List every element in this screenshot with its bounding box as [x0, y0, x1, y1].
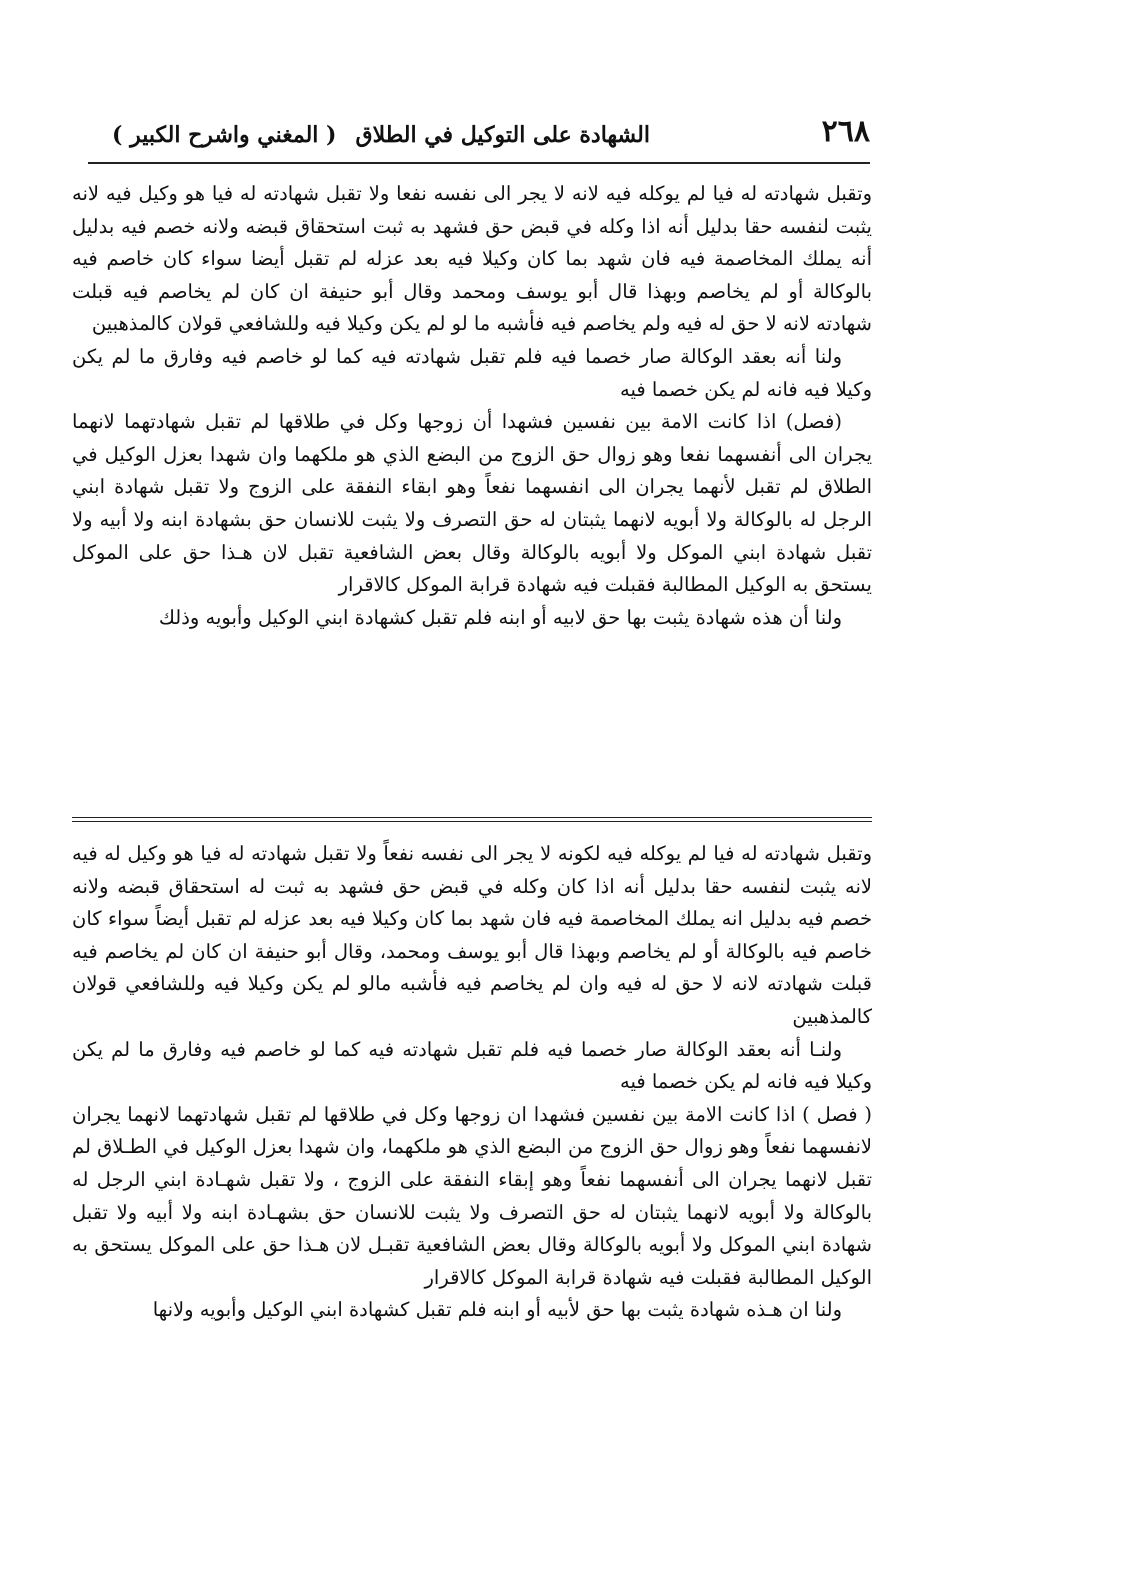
bottom-text-block — [72, 838, 872, 1327]
section-divider — [72, 821, 872, 822]
running-header — [100, 114, 870, 158]
paragraph: ولنا أن هذه شهادة يثبت بها حق لابيه أو ابنه فلم تقبل كشهادة ابني الوكيل وأبويه وذلك — [158, 605, 842, 629]
book-title: ( المغني واشرح الكبير ) — [112, 122, 337, 148]
paragraph: (فصل) اذا كانت الامة بين نفسين فشهدا أن زوجها وكل في طلاقها لم تقبل شهادتهما لانهما يجران الى أنفسهما نفعا وهو زوال حق الزوج من البضع الذي هو ملكهما وان شهدا بعزل الوكيل في الطلاق لم تقبل لأنهما يجران الى انفسهما نفعاً وهو ابقاء النفقة على الزوج ولا تقبل شهادة ابني الرجل له بالوكالة ولا أبويه لانهما يثبتان له حق التصرف ولا يثبت للانسان حق بشهادة ابنه ولا أبيه ولا تقبل شهادة ابني الموكل ولا أبويه بالوكالة وقال بعض الشافعية تقبل لان هـذا حق على الموكل يستحق به الوكيل المطالبة فقبلت فيه شهادة قرابة الموكل كالاقرار — [72, 410, 872, 597]
section-divider — [72, 817, 872, 818]
paragraph: وتقبل شهادته له فيا لم يوكله فيه لانه لا يجر الى نفسه نفعا ولا تقبل شهادته له فيا هو وكيل فيه لانه يثبت لنفسه حقا بدليل أنه اذا وكله في قبض حق فشهد به ثبت استحقاق قبضه ولانه خصم فيه بدليل أنه يملك المخاصمة فيه فان شهد بما كان وكيلا فيه بعد عزله لم تقبل أيضا سواء كان خاصم فيه بالوكالة أو لم يخاصم وبهذا قال أبو يوسف ومحمد وقال أبو حنيفة ان كان لم يخاصم فيه قبلت شهادته لانه لا حق له فيه ولم يخاصم فيه فأشبه ما لو لم يكن وكيلا فيه وللشافعي قولان كالمذهبين — [72, 182, 872, 336]
paragraph: وتقبل شهادته له فيا لم يوكله فيه لكونه لا يجر الى نفسه نفعاً ولا تقبل شهادته له فيا هو وكيل له فيه لانه يثبت لنفسه حقا بدليل أنه اذا كان وكله في قبض حق فشهد به ثبت له استحقاق قبضه ولانه خصم فيه بدليل انه يملك المخاصمة فيه فان شهد بما كان وكيلا فيه بعد عزله لم تقبل أيضاً سواء كان خاصم فيه بالوكالة أو لم يخاصم وبهذا قال أبو يوسف ومحمد، وقال أبو حنيفة ان كان لم يخاصم فيه قبلت شهادته لانه لا حق له فيه وان لم يخاصم فيه فأشبه مالو لم يكن وكيلا فيه وللشافعي قولان كالمذهبين — [72, 842, 872, 1028]
paragraph: ولنا ان هـذه شهادة يثبت بها حق لأبيه أو ابنه فلم تقبل كشهادة ابني الوكيل وأبويه ولانها — [152, 1298, 842, 1322]
chapter-title: الشهادة على التوكيل في الطلاق — [355, 122, 650, 148]
page-number: ٢٦٨ — [821, 114, 870, 149]
header-rule — [88, 162, 870, 164]
paragraph: ولنا أنه بعقد الوكالة صار خصما فيه فلم تقبل شهادته فيه كما لو خاصم فيه وفارق ما لم يكن وكيلا فيه فانه لم يكن خصما فيه — [72, 344, 872, 401]
top-text-block — [72, 178, 872, 634]
paragraph: ( فصل ) اذا كانت الامة بين نفسين فشهدا ان زوجها وكل في طلاقها لم تقبل شهادتهما لانهما يجران لانفسهما نفعاً وهو زوال حق الزوج من البضع الذي هو ملكهما، وان شهدا بعزل الوكيل في الطـلاق لم تقبل لانهما يجران الى أنفسهما نفعاً وهو إبقاء النفقة على الزوج ، ولا تقبل شهـادة ابني الرجل له بالوكالة ولا أبويه لانهما يثبتان له حق التصرف ولا يثبت للانسان حق بشهـادة ابنه ولا أبيه ولا تقبل شهادة ابني الموكل ولا أبويه بالوكالة وقال بعض الشافعية تقبـل لان هـذا حق على الموكل يستحق به الوكيل المطالبة فقبلت فيه شهادة قرابة الموكل كالاقرار — [72, 1102, 872, 1289]
paragraph: ولنـا أنه بعقد الوكالة صار خصما فيه فلم تقبل شهادته فيه كما لو خاصم فيه وفارق ما لم يكن وكيلا فيه فانه لم يكن خصما فيه — [72, 1037, 872, 1094]
